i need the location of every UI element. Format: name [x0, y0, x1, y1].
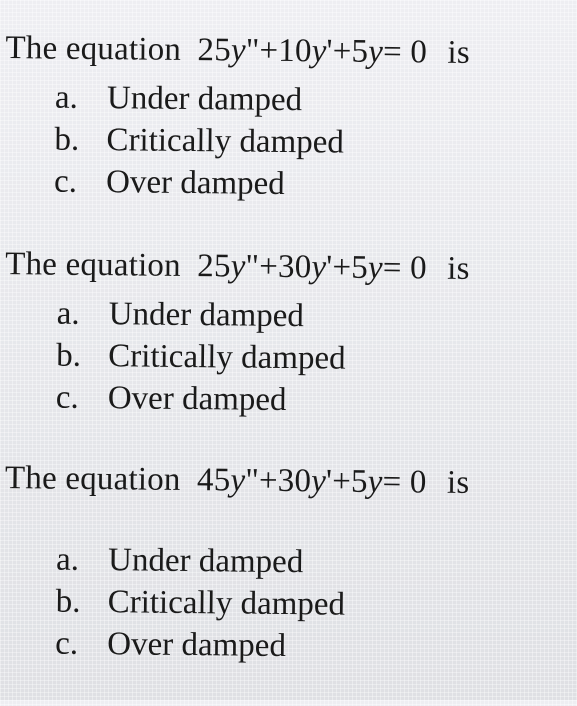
question-2-prefix: The equation — [5, 246, 182, 284]
question-3-suffix: is — [446, 464, 470, 501]
option-label: Critically damped — [107, 584, 346, 623]
option-letter: a. — [56, 295, 80, 332]
question-1-option-b[interactable] — [54, 119, 575, 166]
question-2-options — [0, 292, 574, 424]
question-2-option-c[interactable] — [56, 377, 573, 424]
option-letter: c. — [55, 625, 79, 662]
option-label: Over damped — [107, 380, 287, 419]
question-3-option-b[interactable] — [55, 581, 570, 628]
option-letter: b. — [54, 121, 80, 158]
question-1-option-c[interactable] — [54, 161, 575, 208]
option-letter: c. — [53, 163, 78, 200]
option-label: Under damped — [106, 80, 303, 119]
option-letter: c. — [55, 379, 79, 416]
option-label: Over damped — [105, 164, 285, 202]
option-label: Critically damped — [106, 122, 345, 161]
option-letter: a. — [54, 79, 79, 116]
option-letter: b. — [56, 337, 82, 374]
question-3-stem — [0, 458, 572, 504]
option-letter: a. — [55, 541, 80, 578]
question-3-option-a[interactable] — [56, 539, 571, 586]
question-3-options — [0, 538, 571, 670]
question-3 — [0, 458, 572, 670]
question-3-equation: 45y"+30y'+5y= 0 — [196, 462, 427, 501]
option-label: Critically damped — [108, 338, 346, 377]
option-letter: b. — [55, 583, 81, 620]
question-3-option-c[interactable] — [55, 623, 570, 670]
question-3-prefix: The equation — [4, 460, 181, 498]
option-label: Under damped — [108, 296, 305, 335]
question-1-prefix: The equation — [5, 30, 182, 68]
question-2-equation: 25y"+30y'+5y= 0 — [197, 248, 427, 287]
question-2-option-a[interactable] — [56, 293, 573, 340]
question-2 — [0, 244, 574, 424]
question-2-stem — [0, 244, 574, 290]
question-2-option-b[interactable] — [56, 335, 573, 382]
option-label: Under damped — [107, 542, 304, 581]
question-1-stem — [0, 28, 577, 74]
question-1-option-a[interactable] — [55, 77, 576, 124]
question-1-equation: 25y"+10y'+5y= 0 — [197, 32, 428, 71]
question-1-suffix: is — [447, 34, 471, 71]
question-2-suffix: is — [447, 250, 470, 287]
option-label: Over damped — [107, 626, 287, 665]
question-1 — [0, 28, 577, 208]
question-1-options — [0, 76, 576, 208]
